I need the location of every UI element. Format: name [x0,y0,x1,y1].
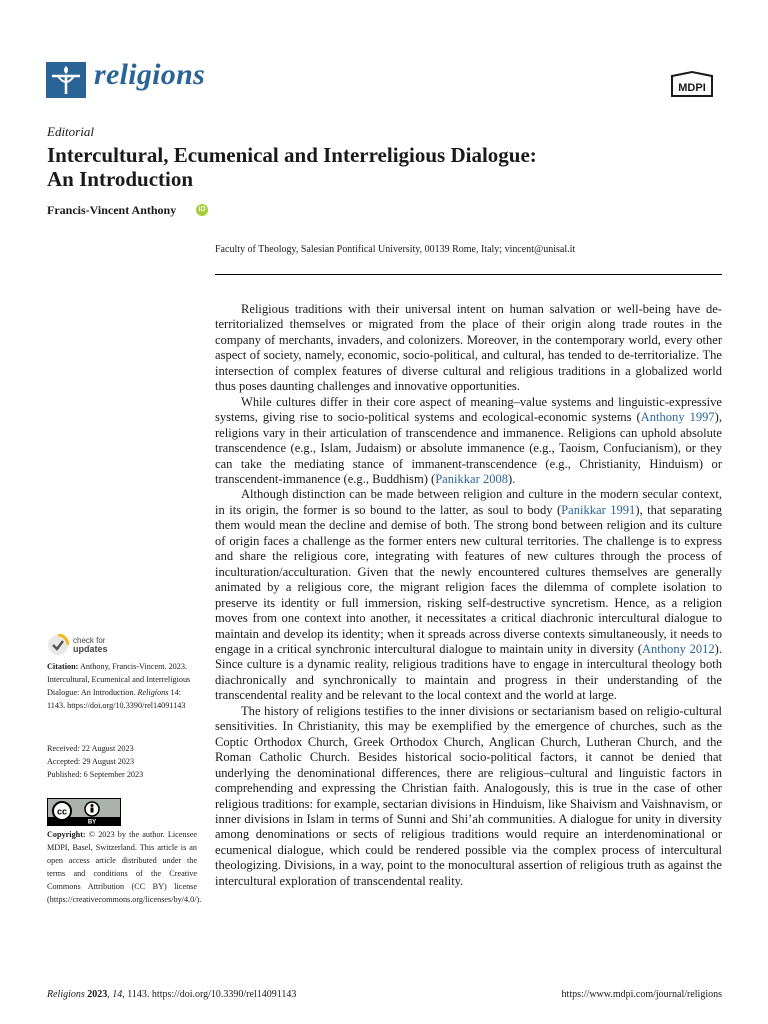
text: Although distinction can be made between religion and culture in the modern secular context, in its origin, the former is so bound to the latter, as soul to body ( [215,487,722,517]
paragraph-1: Religious traditions with their universal intent on human salvation or well-being have de-territorialized themselves or migrated from the place of their origin along trade routes in the company of merchants, invaders, and colonizers. Moreover, in the contemporary world, every other aspect of society, namely, economic, socio-political, and cultural, has tended to de-territorialize. The intersection of complex features of diverse cultural and religious traditions in a globalized world thus poses daunting challenges and innovative opportunities. [215,302,722,394]
text: ). [508,471,516,486]
divider [215,274,722,275]
paragraph-2 [215,395,722,488]
citation-label: Citation: [47,662,79,671]
footer-citation: Religions 2023, 14, 1143. https://doi.org/10.3390/rel14091143 [47,989,297,1000]
footer-journal: Religions [47,989,85,1000]
article-body [215,302,722,889]
citation-link[interactable]: Panikkar 1991 [561,502,636,517]
text: ), religions vary in their articulation of transcendence and immanence. Religions can uphold absolute transcendence (e.g., Islam, Judaism) or absolute immanence (e.g., Taoism, Confucianism), or they can take the mediating stance of immanent-transcendence (e.g., Christianity, Hinduism) or transcendent-immanence (e.g., Buddhism) ( [215,410,722,486]
cc-by-license-icon[interactable] [47,798,121,826]
footer-year: 2023 [87,989,108,1000]
article-title: Intercultural, Ecumenical and Interreligious Dialogue: An Introduction [47,143,537,191]
dates-block [47,742,197,781]
updates-label: updates [73,644,108,654]
paragraph-3 [215,487,722,703]
footer-volume: 14 [112,989,123,1000]
text: ), that separating them would mean the decline and demise of both. The strong bond between religion and its culture of origin faces a challenge as the former enters new cultural territories. The challenge is to express and share the religious core, integrating with features of new cultures through the process of inculturation/acculturation. Given that the newly encountered cultures themselves are generally animated by a religious core, the migrant religion faces the dilemma of complete isolation to preserve its identity or full immersion, risking self-destructive syncretism. Hence, as a religion moves from one context into another, it necessitates a critical diachronic intercultural dialogue to maintain and develop its identity; when it spreads across diverse contexts simultaneously, it needs to engage in a critical synchronic intercultural dialogue to maintain unity in diversity ( [215,502,722,656]
accepted-date: Accepted: 29 August 2023 [47,757,135,766]
citation-link[interactable]: Anthony 1997 [640,410,715,425]
copyright-label: Copyright: [47,830,86,839]
orcid-icon[interactable]: iD [196,204,208,216]
citation-link[interactable]: Anthony 2012 [641,641,715,656]
footer-url[interactable]: https://www.mdpi.com/journal/religions [561,989,722,1000]
check-for-updates-badge[interactable] [47,634,108,656]
citation-link[interactable]: Panikkar 2008 [435,471,509,486]
footer-doi[interactable]: , 1143. https://doi.org/10.3390/rel14091143 [122,989,297,1000]
journal-name: religions [94,58,206,91]
cc-label: cc [56,806,68,817]
citation-journal: Religions [137,688,169,697]
text: ). Since culture is a dynamic reality, religious traditions have to engage in intercultural theology both diachronically and synchronically to maintain and progress in their understanding of the transcendental reality and be relevant to the local context and the world at large. [215,641,722,703]
copyright-block [47,828,202,906]
published-date: Published: 6 September 2023 [47,770,144,779]
publisher-name: MDPI [678,82,706,94]
by-label: BY [87,819,97,825]
mdpi-logo-icon [668,70,716,100]
check-updates-icon [47,634,69,656]
check-label: check for [73,636,106,645]
affiliation: Faculty of Theology, Salesian Pontifical University, 00139 Rome, Italy; vincent@unisal.it [215,244,576,255]
received-date: Received: 22 August 2023 [47,744,134,753]
article-type: Editorial [47,124,94,139]
copyright-text: © 2023 by the author. Licensee MDPI, Basel, Switzerland. This article is an open access article distributed under the terms and conditions of the Creative Commons Attribution (CC BY) license (https://creativecommons.org/licenses/by/4.0/). [47,830,202,904]
citation-volume: 14: 1143. https://doi.org/10.3390/rel14091143 [47,688,186,710]
citation-block [47,660,197,712]
author-name: Francis-Vincent Anthony [47,203,177,217]
paragraph-4: The history of religions testifies to the inner divisions or sectarianism based on religio-cultural sensitivities. In Christianity, this may be exemplified by the emergence of churches, such as the Coptic Orthodox Church, Greek Orthodox Church, Anglican Church, Lutheran Church, and the Roman Catholic Church. Besides historical socio-political factors, it cannot be denied that underlying the denominational differences, there are religious–cultural and linguistic factors in comprehending and expressing the Christian faith. Analogously, this is true in the case of other religious traditions: for example, sectarian divisions in Hinduism, like Shaivism and Vaishnavism, or inner divisions in Islam in terms of Sunni and Shi’ah communities. A dialogue for unity in diversity among denominations or sects of religious traditions would require an interdenominational or ecumenical dialogue, which could be rendered possible via the complex process of intercultural theologizing. Divisions, in a way, point to the monocultural assertion of religious truth as against the intercultural exploration of transcendental reality. [215,703,722,888]
text: While cultures differ in their core aspect of meaning–value systems and linguistic-expressive systems, giving rise to socio-political systems and ecological-economic systems ( [215,394,722,425]
journal-logo-icon [46,62,86,98]
citation-text: Anthony, Francis-Vincent. 2023. Intercultural, Ecumenical and Interreligious Dialogue: An Introduction. [47,662,191,697]
